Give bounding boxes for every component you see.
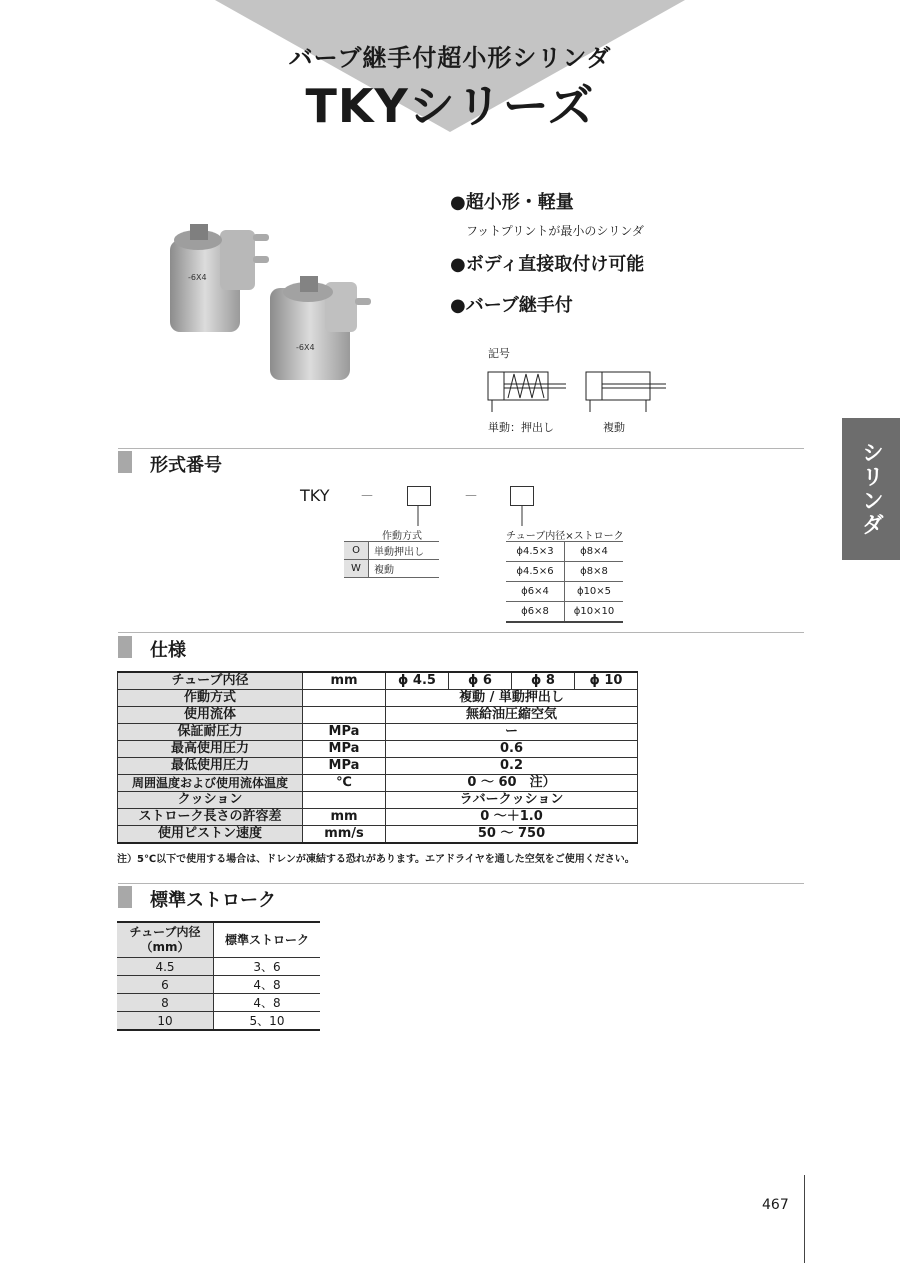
action-table (344, 541, 439, 578)
feature-1: ●超小形・軽量 (450, 192, 574, 213)
table-cell: 50 ～ 750 (386, 826, 638, 844)
page-number: 467 (762, 1197, 789, 1213)
section-bar-model (118, 451, 132, 473)
table-cell: 0.6 (386, 741, 638, 758)
table-cell: MPa (303, 724, 386, 741)
section-title-model: 形式番号 (150, 455, 222, 476)
table-cell: ϕ4.5×3 (506, 542, 565, 562)
table-cell: 作動方式 (118, 690, 303, 707)
stroke-header-row (117, 922, 320, 958)
spec-row (118, 809, 638, 826)
model-leader-lines (400, 506, 540, 528)
stroke-row (117, 958, 320, 976)
spec-row (118, 707, 638, 724)
table-cell: 0.2 (386, 758, 638, 775)
table-cell: ー (386, 724, 638, 741)
table-cell: 8 (117, 994, 214, 1012)
table-cell: 4、8 (214, 976, 321, 994)
model-dash-2: － (464, 489, 478, 505)
size-title: チューブ内径×ストローク (506, 531, 624, 542)
photo-label-a: -6X4 (188, 273, 207, 282)
stroke-col1-b: （mm） (140, 940, 190, 954)
feature-1-sub: フットプリントが最小のシリンダ (466, 224, 644, 238)
size-row (506, 582, 623, 602)
action-row (344, 560, 439, 578)
spec-table (117, 671, 638, 844)
table-cell: ϕ6×8 (506, 602, 565, 623)
table-cell: ϕ10×5 (565, 582, 624, 602)
page-title: TKYシリーズ (305, 79, 595, 133)
action-title: 作動方式 (382, 531, 422, 542)
spec-row (118, 724, 638, 741)
table-cell: mm (303, 672, 386, 690)
table-cell: MPa (303, 741, 386, 758)
model-box-size (510, 486, 534, 506)
table-cell: mm (303, 809, 386, 826)
spec-row (118, 775, 638, 792)
table-cell: 4.5 (117, 958, 214, 976)
page-subtitle: バーブ継手付超小形シリンダ (288, 44, 612, 72)
table-cell: ϕ4.5×6 (506, 562, 565, 582)
section-bar-spec (118, 636, 132, 658)
table-cell: MPa (303, 758, 386, 775)
section-rule-model (118, 448, 804, 449)
table-cell: 0 ～ 60 注） (386, 775, 638, 792)
feature-3: ●バーブ継手付 (450, 295, 573, 316)
size-row (506, 562, 623, 582)
action-label: 単動押出し (369, 542, 440, 560)
spec-row (118, 690, 638, 707)
table-cell: 3、6 (214, 958, 321, 976)
stroke-col2: 標準ストローク (214, 922, 321, 958)
spec-header-row (118, 672, 638, 690)
table-cell: 使用ピストン速度 (118, 826, 303, 844)
table-cell: ϕ 6 (449, 672, 512, 690)
symbol-double-label: 複動 (603, 421, 625, 434)
spec-row (118, 758, 638, 775)
stroke-row (117, 994, 320, 1012)
table-cell: ϕ8×4 (565, 542, 624, 562)
table-cell: 10 (117, 1012, 214, 1031)
table-cell (303, 707, 386, 724)
table-cell: ϕ10×10 (565, 602, 624, 623)
action-row (344, 542, 439, 560)
spec-row (118, 741, 638, 758)
table-cell: ϕ 8 (512, 672, 575, 690)
model-box-action (407, 486, 431, 506)
table-cell: ϕ6×4 (506, 582, 565, 602)
table-cell: 周囲温度および使用流体温度 (118, 775, 303, 792)
table-cell: ℃ (303, 775, 386, 792)
table-cell: mm/s (303, 826, 386, 844)
table-cell: ϕ8×8 (565, 562, 624, 582)
stroke-table (117, 921, 320, 1031)
side-tab[interactable]: シリンダ (842, 418, 900, 560)
table-cell: 最高使用圧力 (118, 741, 303, 758)
table-cell: 使用流体 (118, 707, 303, 724)
cylinder-symbols (482, 362, 682, 418)
table-cell: 4、8 (214, 994, 321, 1012)
section-title-spec: 仕様 (150, 640, 186, 661)
table-cell: 無給油圧縮空気 (386, 707, 638, 724)
table-cell (303, 792, 386, 809)
feature-2: ●ボディ直接取付け可能 (450, 254, 645, 275)
symbol-single-label: 単動：押出し (488, 421, 554, 434)
action-code: O (344, 542, 369, 560)
table-cell: 複動 / 単動押出し (386, 690, 638, 707)
action-label: 複動 (369, 560, 440, 578)
page-rule (804, 1175, 805, 1263)
product-photo (150, 200, 390, 390)
photo-label-b: -6X4 (296, 343, 315, 352)
table-cell (303, 690, 386, 707)
size-row (506, 542, 623, 562)
table-cell: ラバークッション (386, 792, 638, 809)
table-cell: 0 ～＋1.0 (386, 809, 638, 826)
symbol-heading: 記号 (488, 347, 510, 360)
table-cell: 5、10 (214, 1012, 321, 1031)
table-cell: 6 (117, 976, 214, 994)
table-cell: ϕ 10 (575, 672, 638, 690)
table-cell (117, 922, 214, 958)
section-rule-spec (118, 632, 804, 633)
section-rule-stroke (118, 883, 804, 884)
spec-row (118, 792, 638, 809)
size-row (506, 602, 623, 623)
size-table (506, 541, 623, 623)
table-cell: チューブ内径 (118, 672, 303, 690)
stroke-col1-a: チューブ内径 (129, 925, 201, 939)
table-cell: ストローク長さの許容差 (118, 809, 303, 826)
table-cell: クッション (118, 792, 303, 809)
table-cell: 保証耐圧力 (118, 724, 303, 741)
stroke-row (117, 976, 320, 994)
action-code: W (344, 560, 369, 578)
table-cell: ϕ 4.5 (386, 672, 449, 690)
table-cell: 最低使用圧力 (118, 758, 303, 775)
section-bar-stroke (118, 886, 132, 908)
spec-note: 注）5℃以下で使用する場合は、ドレンが凍結する恐れがあります。エアドライヤを通した空気をご使用ください。 (117, 854, 635, 865)
spec-row (118, 826, 638, 844)
model-dash-1: － (360, 489, 374, 505)
section-title-stroke: 標準ストローク (150, 890, 276, 911)
stroke-row (117, 1012, 320, 1031)
model-prefix: TKY (300, 486, 330, 505)
